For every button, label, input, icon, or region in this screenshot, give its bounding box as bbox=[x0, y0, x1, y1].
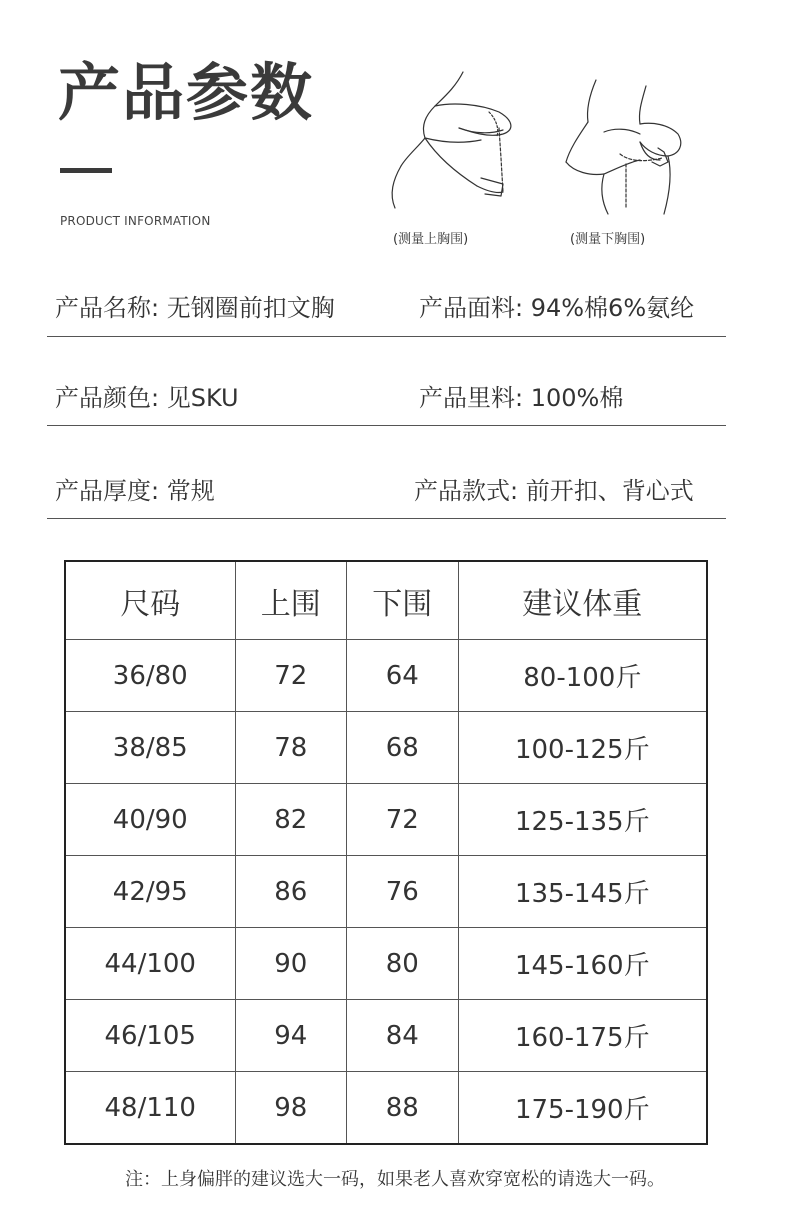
cell-size: 42/95 bbox=[65, 856, 235, 928]
cell-weight: 135-145斤 bbox=[458, 856, 707, 928]
header-upper-bust: 上围 bbox=[235, 561, 347, 640]
header-weight: 建议体重 bbox=[458, 561, 707, 640]
cell-under-bust: 68 bbox=[347, 712, 459, 784]
product-thickness: 产品厚度: 常规 bbox=[55, 477, 215, 505]
cell-upper-bust: 90 bbox=[235, 928, 347, 1000]
cell-weight: 80-100斤 bbox=[458, 640, 707, 712]
cell-weight: 160-175斤 bbox=[458, 1000, 707, 1072]
cell-size: 40/90 bbox=[65, 784, 235, 856]
product-fabric: 产品面料: 94%棉6%氨纶 bbox=[419, 294, 695, 322]
cell-under-bust: 64 bbox=[347, 640, 459, 712]
header-size: 尺码 bbox=[65, 561, 235, 640]
cell-weight: 145-160斤 bbox=[458, 928, 707, 1000]
cell-weight: 100-125斤 bbox=[458, 712, 707, 784]
info-row-3 bbox=[47, 425, 726, 519]
under-bust-measure-illustration-icon bbox=[560, 68, 700, 218]
table-row bbox=[65, 1000, 707, 1072]
table-row bbox=[65, 640, 707, 712]
product-style: 产品款式: 前开扣、背心式 bbox=[414, 477, 694, 505]
cell-upper-bust: 78 bbox=[235, 712, 347, 784]
cell-upper-bust: 72 bbox=[235, 640, 347, 712]
page-subtitle: PRODUCT INFORMATION bbox=[60, 214, 211, 228]
cell-weight: 125-135斤 bbox=[458, 784, 707, 856]
cell-under-bust: 88 bbox=[347, 1072, 459, 1145]
table-row bbox=[65, 1072, 707, 1145]
cell-size: 46/105 bbox=[65, 1000, 235, 1072]
table-header-row bbox=[65, 561, 707, 640]
cell-size: 44/100 bbox=[65, 928, 235, 1000]
cell-weight: 175-190斤 bbox=[458, 1072, 707, 1145]
table-row bbox=[65, 856, 707, 928]
info-row-1 bbox=[47, 270, 726, 337]
cell-size: 36/80 bbox=[65, 640, 235, 712]
cell-upper-bust: 82 bbox=[235, 784, 347, 856]
under-bust-figure bbox=[560, 68, 700, 248]
product-name: 产品名称: 无钢圈前扣文胸 bbox=[55, 294, 335, 322]
info-row-2 bbox=[47, 336, 726, 426]
cell-size: 38/85 bbox=[65, 712, 235, 784]
cell-under-bust: 84 bbox=[347, 1000, 459, 1072]
cell-under-bust: 80 bbox=[347, 928, 459, 1000]
upper-bust-measure-illustration-icon bbox=[385, 68, 525, 218]
table-row bbox=[65, 712, 707, 784]
cell-size: 48/110 bbox=[65, 1072, 235, 1145]
upper-bust-figure bbox=[385, 68, 525, 248]
product-color: 产品颜色: 见SKU bbox=[55, 384, 239, 412]
size-table bbox=[64, 560, 708, 1145]
product-lining: 产品里料: 100%棉 bbox=[419, 384, 624, 412]
header-under-bust: 下围 bbox=[347, 561, 459, 640]
title-divider bbox=[60, 168, 112, 173]
page-title: 产品参数 bbox=[58, 56, 315, 129]
cell-upper-bust: 86 bbox=[235, 856, 347, 928]
size-note: 注：上身偏胖的建议选大一码，如果老人喜欢穿宽松的请选大一码。 bbox=[125, 1169, 665, 1190]
under-bust-caption: (测量下胸围) bbox=[570, 232, 646, 247]
upper-bust-caption: (测量上胸围) bbox=[393, 232, 469, 247]
cell-under-bust: 72 bbox=[347, 784, 459, 856]
table-row bbox=[65, 784, 707, 856]
cell-upper-bust: 94 bbox=[235, 1000, 347, 1072]
table-row bbox=[65, 928, 707, 1000]
cell-upper-bust: 98 bbox=[235, 1072, 347, 1145]
cell-under-bust: 76 bbox=[347, 856, 459, 928]
